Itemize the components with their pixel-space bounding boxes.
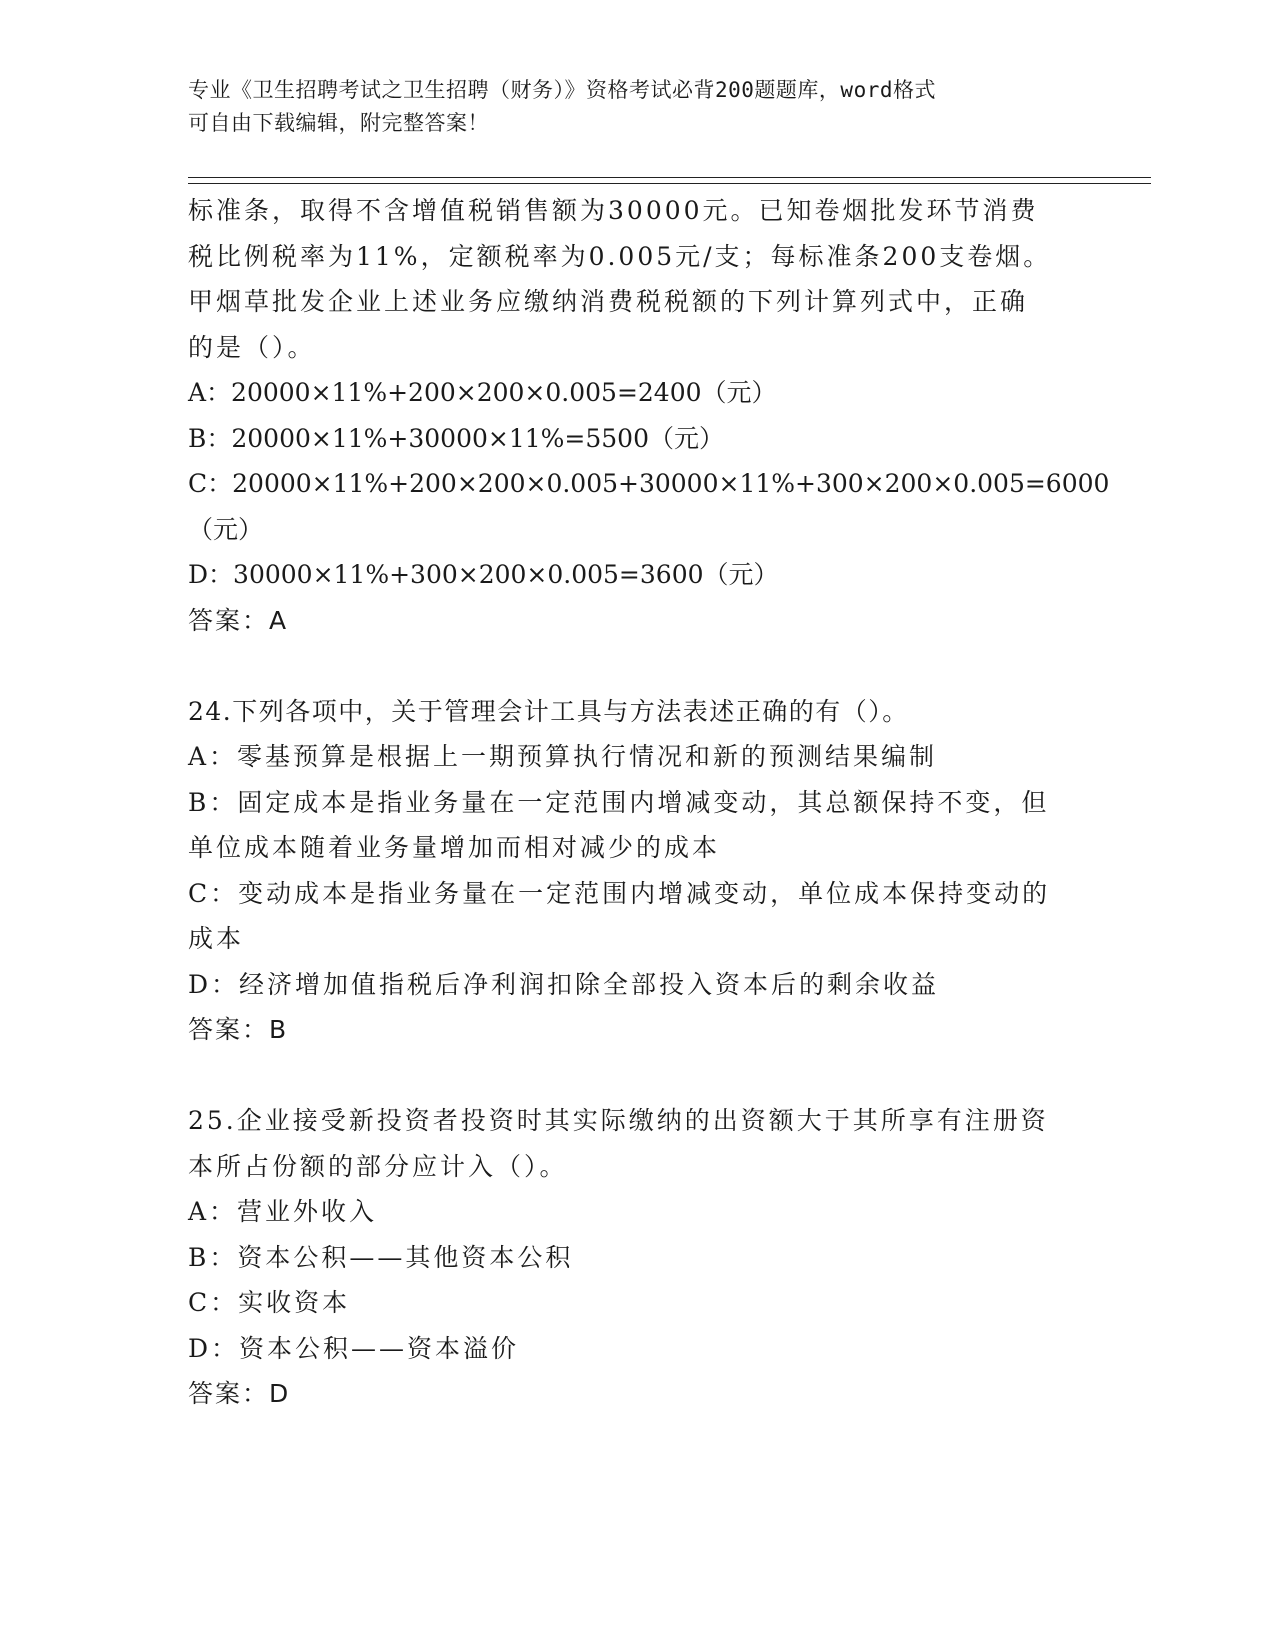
spacer [188,643,1088,689]
header-rule-bottom [188,183,1151,184]
option-c: C：实收资本 [188,1288,351,1317]
header-title-line1: 专业《卫生招聘考试之卫生招聘（财务）》资格考试必背200题题库，word格式 [188,78,936,102]
option-a: A：20000×11%+200×200×0.005=2400（元） [188,378,777,407]
option-c-continued: 成本 [188,924,245,953]
answer-label: 答案：D [188,1379,291,1408]
document-header [188,74,1068,140]
question-stem-line: 税比例税率为11%，定额税率为0.005元/支；每标准条200支卷烟。 [188,241,1052,271]
option-b: B：固定成本是指业务量在一定范围内增减变动，其总额保持不变，但 [188,787,1050,817]
option-d: D：经济增加值指税后净利润扣除全部投入资本后的剩余收益 [188,969,940,999]
option-c: C：变动成本是指业务量在一定范围内增减变动，单位成本保持变动的 [188,878,1051,908]
question-stem-line: 标准条，取得不含增值税销售额为30000元。已知卷烟批发环节消费 [188,196,1039,225]
header-title-line2: 可自由下载编辑，附完整答案！ [188,111,489,135]
option-d: D：资本公积——资本溢价 [188,1333,520,1363]
question-stem-line: 甲烟草批发企业上述业务应缴纳消费税税额的下列计算列式中，正确 [188,287,1029,316]
question-stem: 25.企业接受新投资者投资时其实际缴纳的出资额大于其所享有注册资 [188,1106,1049,1135]
option-c-continued: （元） [188,514,264,544]
question-stem-line: 的是（）。 [188,332,316,362]
option-d: D：30000×11%+300×200×0.005=3600（元） [188,560,779,589]
option-a: A：营业外收入 [188,1197,378,1226]
document-body [188,188,1110,1417]
question-stem-continued: 本所占份额的部分应计入（）。 [188,1151,568,1181]
question-23 [188,188,1110,643]
answer-label: 答案：B [188,1015,289,1044]
option-b: B：资本公积——其他资本公积 [188,1242,574,1272]
spacer [188,1053,1088,1099]
question-stem: 24.下列各项中，关于管理会计工具与方法表述正确的有（）。 [188,696,909,726]
answer-label: 答案：A [188,605,289,635]
question-24 [188,689,1088,1053]
option-b: B：20000×11%+30000×11%=5500（元） [188,423,724,453]
option-b-continued: 单位成本随着业务量增加而相对减少的成本 [188,833,721,862]
header-rule-top [188,177,1151,178]
option-c: C：20000×11%+200×200×0.005+30000×11%+300×200×0.005=6000 [188,469,1110,498]
question-25 [188,1098,1088,1417]
option-a: A：零基预算是根据上一期预算执行情况和新的预测结果编制 [188,742,938,771]
